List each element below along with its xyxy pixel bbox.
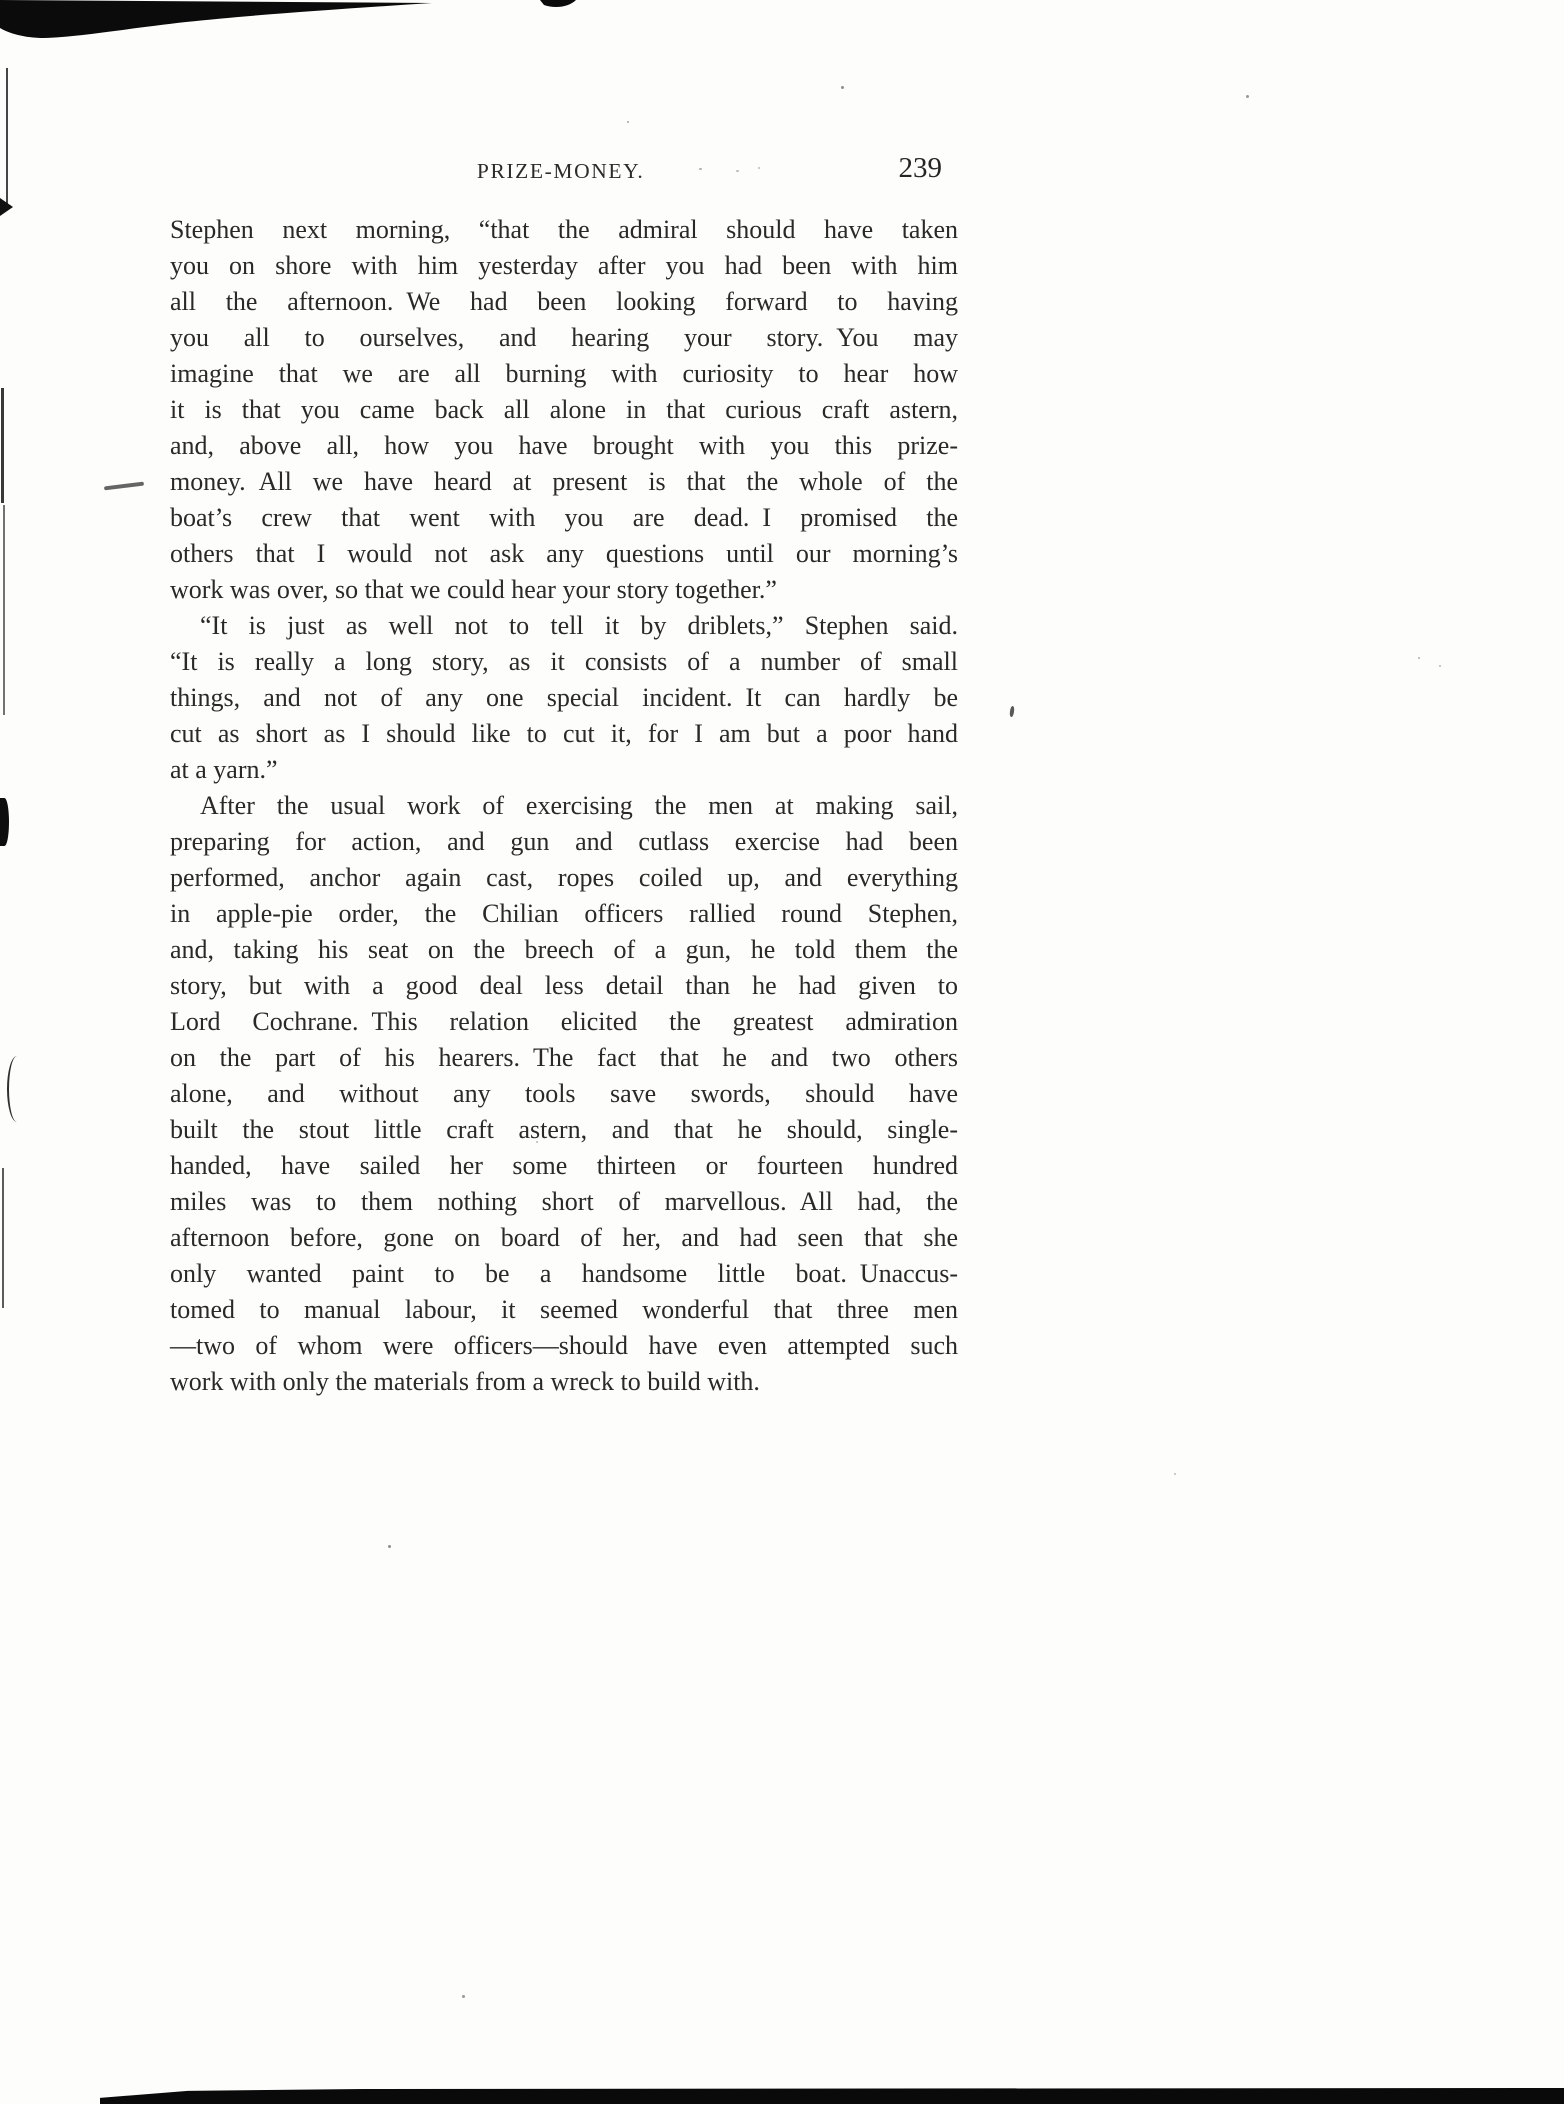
text-line: alone, and without any tools save swords, should have (170, 1079, 958, 1108)
scan-artifact-edge-blob (0, 798, 9, 846)
text-line: work was over, so that we could hear your story together.” (170, 575, 777, 604)
text-line: boat’s crew that went with you are dead. I promised the (170, 503, 958, 532)
text-line: work with only the materials from a wreck to build with. (170, 1367, 760, 1396)
text-line: handed, have sailed her some thirteen or fourteen hundred (170, 1151, 958, 1180)
scan-artifact-arrow-mark (0, 198, 13, 216)
text-line: story, but with a good deal less detail than he had given to (170, 971, 958, 1000)
scan-artifact-left-line (2, 1168, 4, 1308)
text-line: “It is just as well not to tell it by driblets,” Stephen said. (200, 611, 958, 640)
text-line: and, taking his seat on the breech of a gun, he told them the (170, 935, 958, 964)
paragraph (170, 212, 958, 608)
text-line: miles was to them nothing short of marvellous. All had, the (170, 1187, 958, 1216)
text-line: tomed to manual labour, it seemed wonderful that three men (170, 1295, 958, 1324)
scan-speck (536, 1141, 538, 1143)
text-line: you on shore with him yesterday after you had been with him (170, 251, 958, 280)
scan-artifact-bottom-bar (100, 2088, 1564, 2104)
text-line: Stephen next morning, “that the admiral should have taken (170, 215, 958, 244)
scan-speck (1418, 657, 1420, 659)
scan-speck (1246, 95, 1249, 98)
scan-speck (462, 1995, 465, 1998)
text-line: only wanted paint to be a handsome little boat. Unaccus- (170, 1259, 958, 1288)
text-line: afternoon before, gone on board of her, and had seen that she (170, 1223, 958, 1252)
paragraph (170, 788, 958, 1400)
text-line: others that I would not ask any questions until our morning’s (170, 539, 958, 568)
scan-artifact-left-line (3, 505, 5, 715)
paragraph (170, 608, 958, 788)
scan-artifact-left-line (1, 388, 4, 503)
text-line: in apple-pie order, the Chilian officers rallied round Stephen, (170, 899, 958, 928)
text-line: Lord Cochrane. This relation elicited the greatest admiration (170, 1007, 958, 1036)
scan-speck (1174, 1473, 1176, 1475)
scan-speck (841, 86, 844, 89)
scan-speck (1439, 665, 1441, 667)
text-line: on the part of his hearers. The fact that he and two others (170, 1043, 958, 1072)
text-line: things, and not of any one special incident. It can hardly be (170, 683, 958, 712)
margin-dash-mark (104, 482, 144, 491)
running-title: PRIZE-MONEY. (476, 159, 645, 183)
text-line: —two of whom were officers—should have even attempted such (170, 1331, 958, 1360)
text-line: “It is really a long story, as it consists of a number of small (170, 647, 958, 676)
text-line: at a yarn.” (170, 755, 278, 784)
scan-speck (627, 121, 629, 123)
text-line: performed, anchor again cast, ropes coiled up, and everything (170, 863, 958, 892)
text-line: it is that you came back all alone in that curious craft astern, (170, 395, 958, 424)
scan-speck (1009, 706, 1014, 717)
text-line: and, above all, how you have brought with you this prize- (170, 431, 958, 460)
text-line: After the usual work of exercising the men at making sail, (200, 791, 958, 820)
text-line: built the stout little craft astern, and that he should, single- (170, 1115, 958, 1144)
scan-speck (699, 168, 702, 170)
scan-speck (758, 167, 760, 169)
scan-speck (736, 170, 739, 172)
scan-artifact-curve-mark (7, 1056, 27, 1122)
text-block (170, 212, 958, 1400)
scan-artifact-left-line (6, 68, 8, 206)
text-line: you all to ourselves, and hearing your story. You may (170, 323, 958, 352)
scan-speck (388, 1545, 391, 1548)
page-number: 239 (898, 152, 942, 184)
page-header (170, 152, 958, 188)
text-line: money. All we have heard at present is that the whole of the (170, 467, 958, 496)
text-line: cut as short as I should like to cut it, for I am but a poor hand (170, 719, 958, 748)
text-line: all the afternoon. We had been looking forward to having (170, 287, 958, 316)
text-line: imagine that we are all burning with curiosity to hear how (170, 359, 958, 388)
scan-artifact-top-edge (0, 0, 600, 46)
text-line: preparing for action, and gun and cutlass exercise had been (170, 827, 958, 856)
